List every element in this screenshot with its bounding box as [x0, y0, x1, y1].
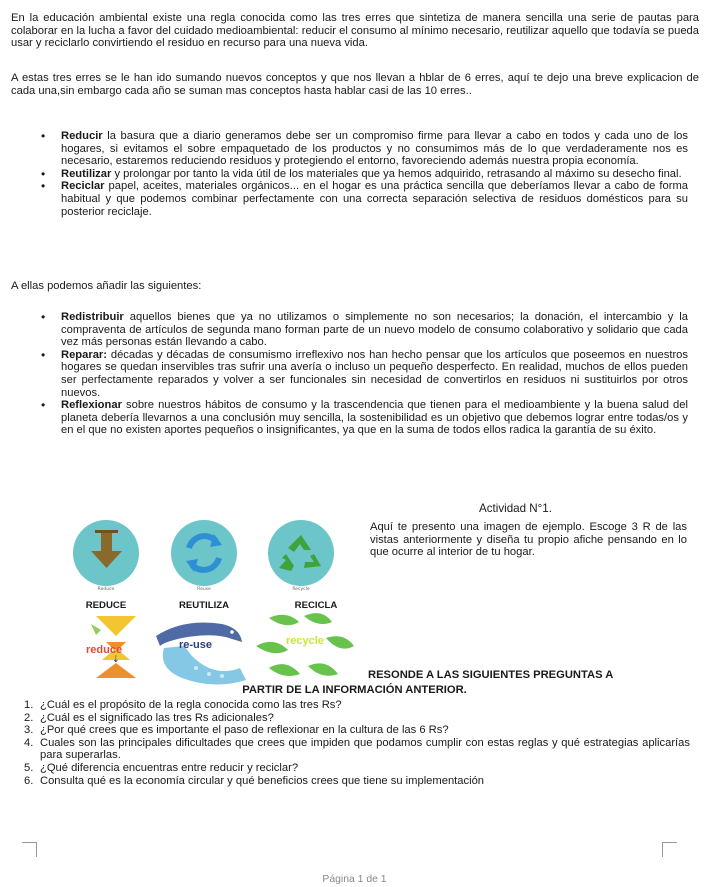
activity-title: Actividad N°1. — [479, 502, 552, 515]
art-word-recycle: recycle — [286, 635, 324, 647]
label-recicla: RECICLA — [294, 600, 338, 611]
bullet-text: aquellos bienes que ya no utilizamos o simplemente no son necesarios; la donación, el intercambio y la compraventa de artículos de segunda mano forman parte de un nuevo modelo de consumo colaborativo y solidario que cada vez más personas están llevando a cabo. — [61, 311, 688, 349]
question-text: ¿Cuál es el significado las tres Rs adicionales? — [40, 711, 274, 724]
bullet-text: papel, aceites, materiales orgánicos... en el hogar es una práctica sencilla que deberíamos llevar a cabo de forma habitual y que podemos combinar perfectamente con una correcta separación selectiva de residuos domésticos para su posterior reciclaje. — [61, 180, 688, 218]
questions-list — [24, 699, 690, 787]
art-word-reduce: reduce — [86, 644, 123, 656]
bullet-term: Redistribuir — [61, 311, 124, 323]
list-item — [61, 168, 688, 181]
question-item — [24, 761, 690, 775]
reuse-circle — [171, 520, 237, 586]
question-item — [24, 774, 690, 788]
bullet-term: Reciclar — [61, 180, 105, 193]
bullet-term: Reutilizar — [61, 167, 112, 180]
recycle-circle — [268, 520, 334, 586]
intro-paragraph-3: A ellas podemos añadir las siguientes: — [11, 280, 202, 292]
question-item — [24, 736, 690, 762]
bullet-list-secondary — [61, 311, 688, 437]
footer-corner-left — [22, 842, 37, 857]
page-number: Página 1 de 1 — [322, 874, 387, 885]
questions-heading-line-2: PARTIR DE LA INFORMACIÓN ANTERIOR. — [242, 684, 467, 696]
three-r-illustration — [64, 518, 358, 696]
bullet-text: la basura que a diario generamos debe ser un compromiso firme para llevar a cabo en todos y cada uno de los hogares, si evitamos el sobre empaquetado de los productos y no consumimos más de lo que verdaderamente nos es necesario, estaremos reduciendo residuos y protegiendo el entorno, favoreciendo además nuestra propia economía. — [61, 130, 688, 168]
list-item — [61, 130, 688, 168]
small-label-reuse: Reuse — [197, 587, 211, 592]
bullet-text: y prolongar por tanto la vida útil de los materiales que ya hemos adquirido, retrasando al máximo su desecho final. — [111, 167, 682, 180]
question-text: ¿Qué diferencia encuentras entre reducir y reciclar? — [40, 761, 299, 774]
art-word-reuse: re-use — [179, 639, 213, 651]
question-item — [24, 711, 690, 725]
question-number: 5. — [24, 761, 34, 774]
question-item — [24, 724, 690, 737]
intro-paragraph-2: A estas tres erres se le han ido sumando nuevos conceptos y que nos llevan a hblar de 6 erres, aquí te dejo una breve explicacion de cada una,sin embargo cada año se suman mas conceptos hasta hablar casi de las 10 erres.. — [11, 72, 699, 97]
question-number: 2. — [24, 711, 34, 724]
list-item — [61, 180, 688, 218]
intro-paragraph-1: En la educación ambiental existe una regla conocida como las tres erres que sintetiza de manera sencilla una serie de pautas para colaborar en la lucha a favor del cuidado medioambiental: reducir el consumo al mínimo necesario, reutilizar aquello que todavía se pueda usar y reciclarlo convirtiendo el residuo en recurso para una nueva vida. — [11, 12, 699, 50]
activity-instructions: Aquí te presento una imagen de ejemplo. Escoge 3 R de las vistas anteriormente y diseña tu propio afiche pensando en lo que ocurre al interior de tu hogar. — [370, 521, 687, 559]
question-text: ¿Cuál es el propósito de la regla conocida como las tres Rs? — [40, 699, 342, 711]
question-number: 4. — [24, 736, 34, 749]
list-item — [61, 399, 688, 437]
bullet-term: Reducir — [61, 130, 103, 142]
label-reduce: REDUCE — [85, 600, 127, 611]
question-number: 1. — [24, 699, 34, 711]
question-text: ¿Por qué crees que es importante el paso de reflexionar en la cultura de las 6 Rs? — [40, 724, 449, 737]
label-reutiliza: REUTILIZA — [178, 600, 230, 611]
footer-corner-right — [662, 842, 677, 857]
bullet-term: Reparar: — [61, 348, 108, 361]
bullet-term: Reflexionar — [61, 399, 122, 412]
reuse-fish-icon — [156, 623, 246, 685]
question-number: 3. — [24, 724, 34, 737]
questions-heading-line-1: RESONDE A LAS SIGUIENTES PREGUNTAS A — [368, 669, 614, 681]
question-text: Consulta qué es la economía circular y qué beneficios crees que tiene su implementación — [40, 774, 485, 787]
bullet-text: décadas y décadas de consumismo irreflexivo nos han hecho pensar que los artículos que poseemos en nuestros hogares se quedan inservibles tras sufrir una avería o incluso un pequeño desperfecto. En realidad, muchos de ellos pueden ser perfectamente reparados y volver a ser funcionales sin necesidad de convertirlos en residuos ni sustituirlos por otros nuevos. — [61, 348, 688, 399]
question-item — [24, 699, 690, 712]
bullet-text: sobre nuestros hábitos de consumo y la trascendencia que tienen para el medioambiente y la buena salud del planeta debería llevarnos a una conclusión muy sencilla, la sostenibilidad es un objetivo que debemos lograr entre todas/os y en el que no existen aportes pequeños o insignificantes, ya que en la suma de todos ellos radica la garantía de su éxito. — [61, 399, 688, 437]
small-label-recycle: Recycle — [292, 587, 310, 592]
question-number: 6. — [24, 774, 34, 787]
reduce-arrow-mark: ⇣ — [112, 655, 120, 665]
question-text: Cuales son las principales dificultades que crees que impiden que podamos cumplir con estas reglas y qué estrategias aplicarías para superarlas. — [40, 736, 690, 762]
small-label-reduce: Reduce — [97, 587, 115, 592]
bullet-list-primary — [61, 130, 688, 218]
list-item — [61, 311, 688, 349]
list-item — [61, 349, 688, 399]
